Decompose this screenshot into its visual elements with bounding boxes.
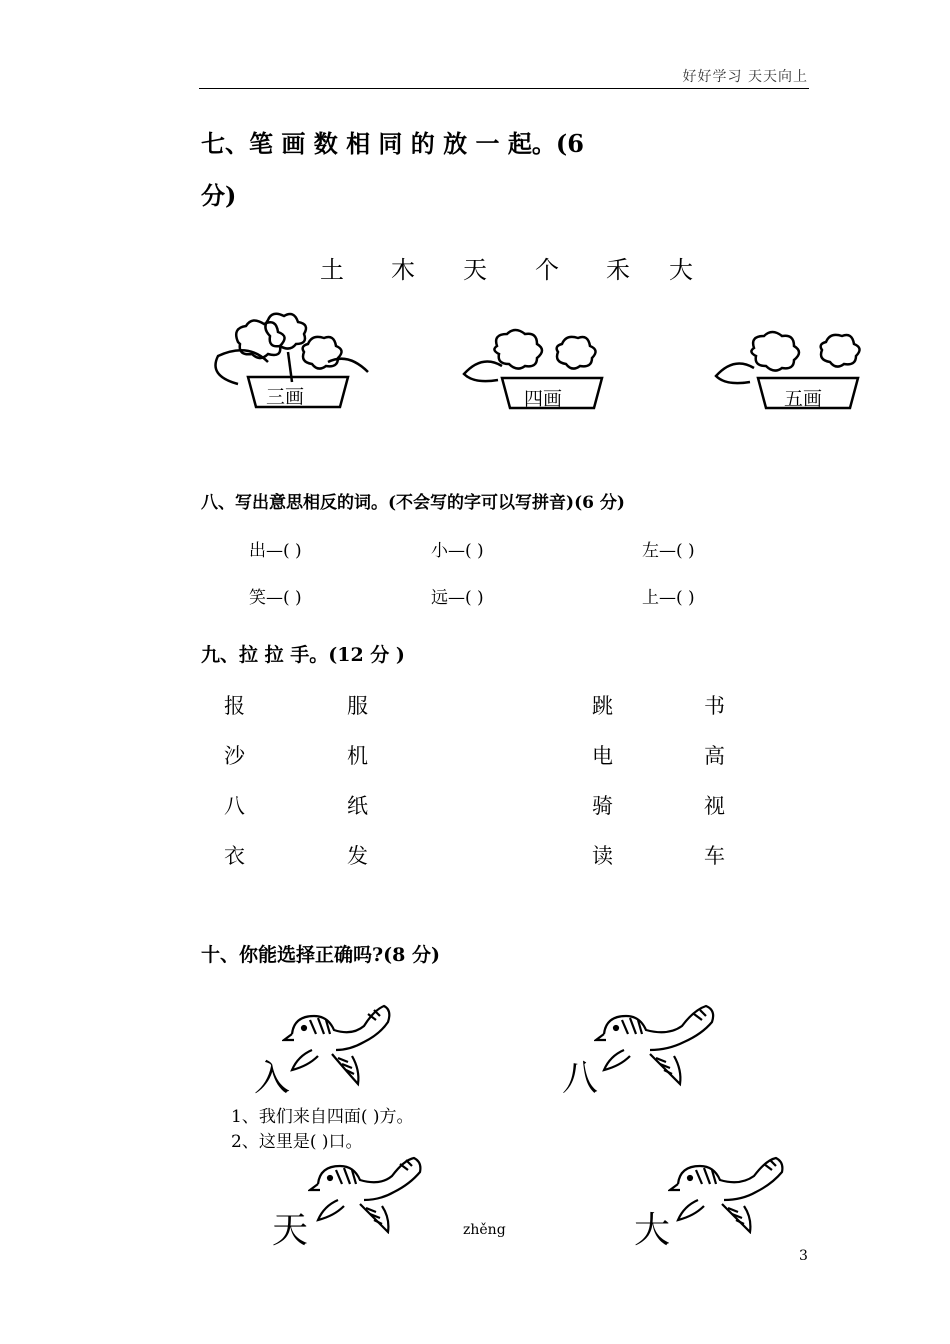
pair-char: 沙 xyxy=(224,744,245,768)
char-item: 土 xyxy=(320,256,344,284)
pair-char: 高 xyxy=(704,744,725,768)
char-item: 个 xyxy=(535,256,559,284)
section9-title: 九、拉 拉 手。(12 分 ) xyxy=(201,644,405,666)
bird-char: 天 xyxy=(272,1210,309,1251)
pot-label: 四画 xyxy=(524,388,563,410)
pair-char: 跳 xyxy=(592,694,613,718)
antonym-item: 左—( ) xyxy=(642,541,695,561)
antonym-item: 小—( ) xyxy=(431,541,484,561)
header-motto: 好好学习 天天向上 xyxy=(682,69,808,85)
bird-icon xyxy=(308,1156,430,1238)
pair-char: 报 xyxy=(224,694,245,718)
pair-char: 纸 xyxy=(347,794,368,818)
bird-char: 八 xyxy=(562,1058,599,1099)
section8-title: 八、写出意思相反的词。(不会写的字可以写拼音)(6 分) xyxy=(201,493,625,513)
antonym-item: 上—( ) xyxy=(642,588,695,608)
bird-char: 入 xyxy=(254,1058,291,1099)
antonym-item: 出—( ) xyxy=(249,541,302,561)
pinyin-label: zhěng xyxy=(463,1222,506,1238)
flower-pot-four xyxy=(462,326,622,411)
bird-icon xyxy=(282,1004,394,1092)
antonym-item: 笑—( ) xyxy=(249,588,302,608)
pair-char: 衣 xyxy=(224,844,245,868)
pair-char: 读 xyxy=(592,844,613,868)
flower-pot-three xyxy=(208,312,378,412)
pot-label: 三画 xyxy=(266,386,305,408)
pair-char: 电 xyxy=(592,744,613,768)
char-item: 天 xyxy=(463,256,487,284)
section10-title: 十、你能选择正确吗?(8 分) xyxy=(201,944,440,966)
bird-icon xyxy=(594,1004,726,1092)
pair-char: 视 xyxy=(704,794,725,818)
flower-pot-five xyxy=(714,326,879,411)
char-item: 大 xyxy=(669,256,693,284)
pair-char: 八 xyxy=(224,794,245,818)
page-number: 3 xyxy=(799,1248,808,1264)
question-2: 2、这里是( )口。 xyxy=(231,1132,363,1152)
section7-title-line1: 七、笔 画 数 相 同 的 放 一 起。(6 xyxy=(201,129,584,158)
antonym-item: 远—( ) xyxy=(431,588,484,608)
char-item: 木 xyxy=(391,256,415,284)
question-1: 1、我们来自四面( )方。 xyxy=(231,1107,414,1127)
bird-icon xyxy=(668,1156,794,1238)
section7-title-line2: 分) xyxy=(201,181,237,210)
pot-label: 五画 xyxy=(784,388,823,410)
pair-char: 车 xyxy=(704,844,725,868)
pair-char: 发 xyxy=(347,844,368,868)
pair-char: 骑 xyxy=(592,794,613,818)
pair-char: 服 xyxy=(347,694,368,718)
pair-char: 书 xyxy=(704,694,725,718)
bird-char: 大 xyxy=(634,1210,671,1251)
char-item: 禾 xyxy=(606,256,630,284)
header-rule xyxy=(199,88,809,89)
pair-char: 机 xyxy=(347,744,368,768)
